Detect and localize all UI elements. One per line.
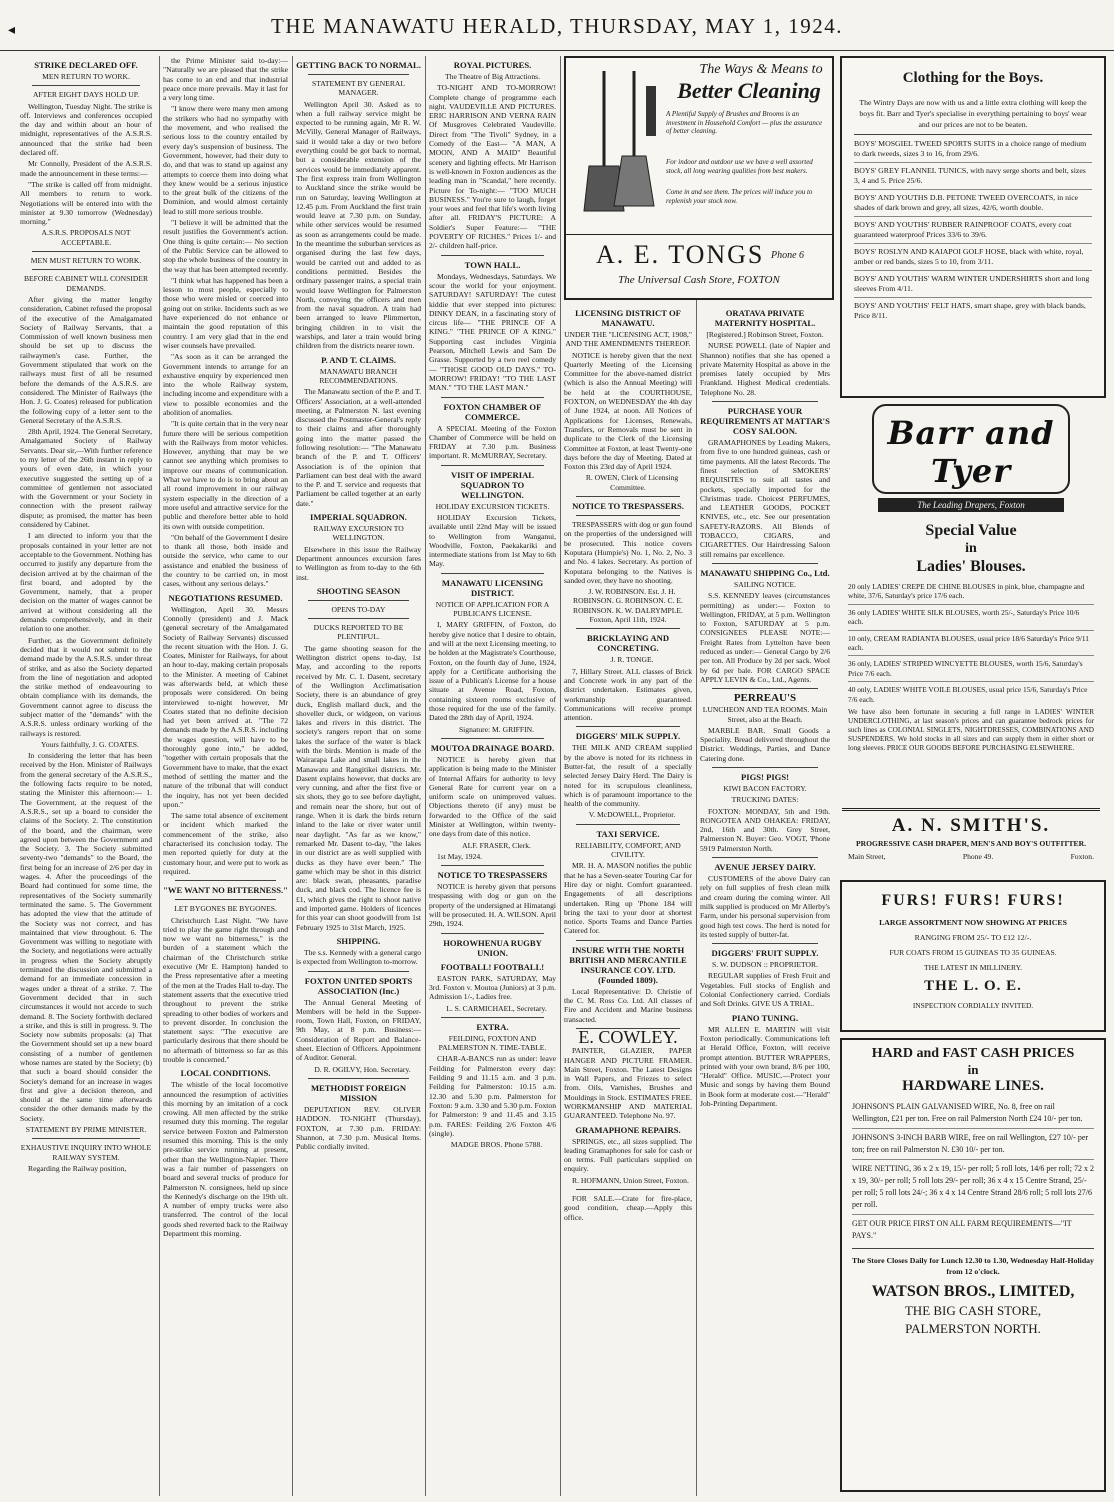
signature: L. S. CARMICHAEL, Secretary.: [446, 1003, 547, 1013]
article-text: A SPECIAL Meeting of the Foxton Chamber of Commerce will be held on FRIDAY at 7.30 p.m. Business important. R. McMURRAY, Secretary.: [429, 423, 556, 461]
advert-line: RANGING FROM 25/- TO £12 12/-.: [914, 933, 1032, 942]
barr-tyer-logo: [842, 404, 1100, 514]
list-item: JOHNSON'S PLAIN GALVANISED WIRE, No. 8, free on rail Wellington, £21 per ton. Free on rail Palmerston North £24 10/- per ton.: [852, 1102, 1083, 1123]
column-4: [429, 56, 556, 1496]
advert-blurb: For indoor and outdoor use we have a well assorted stock, all long wearing qualities from best makers.: [666, 158, 813, 175]
smith-advert: [842, 808, 1100, 871]
article-text: TRESPASSERS with dog or gun found on the properties of the undersigned will be prosecuted. This notice covers Koputara (Humpie's) No. 1, No. 2, No. 3 and No. 4 lakes. Secretary. As portion of Koputara belonging to the Natives is sanded over, they have no shooting.: [564, 520, 692, 585]
headline: TOWN HALL.: [464, 259, 521, 270]
advert-address: Main Street,: [848, 852, 886, 861]
list-item: 36 only LADIES' WHITE SILK BLOUSES, worth 25/-, Saturday's Price 10/6 each.: [848, 607, 1080, 627]
list-item: 10 only, CREAM RADIANTA BLOUSES, usual price 18/6 Saturday's Price 9/11 each.: [848, 633, 1089, 653]
advert-tagline: PROGRESSIVE CASH DRAPER, MEN'S AND BOY'S OUTFITTER.: [856, 839, 1086, 848]
column-2: [163, 56, 288, 1496]
article-text: THE MILK AND CREAM supplied by the above is noted for its richness in Butter-fat, the result of a specially selected Jersey Dairy Herd. The Dairy is noted for its scrupulous cleanliness, which is of paramount importance to the health of the community.: [564, 743, 692, 809]
headline: P. AND T. CLAIMS.: [321, 354, 396, 365]
article-text: Local Representative: D. Christie of the C. M. Ross Co. Ltd. All classes of Fire and Accident and Marine business transacted.: [564, 986, 692, 1024]
masthead: [0, 0, 1114, 51]
list-item: BOYS' AND YOUTHS' RUBBER RAINPROOF COATS, every coat guaranteed waterproof Prices 33/6 to 39/6.: [854, 220, 1072, 239]
list-item: BOYS' AND YOUTHS' FELT HATS, smart shape, grey with black bands, Price 8/11.: [854, 301, 1086, 320]
subhead: DUCKS REPORTED TO BE PLENTIFUL.: [313, 623, 404, 642]
hardware-items-list: [852, 1101, 1094, 1242]
headline: ORATAVA PRIVATE MATERNITY HOSPITAL.: [714, 308, 816, 328]
list-item: 40 only, LADIES' WHITE VOILE BLOUSES, usual price 15/6, Saturday's Price 7/6 each.: [848, 685, 1088, 704]
signature: Yours faithfully, J. G. COATES.: [41, 739, 139, 749]
article-text: Wellington, Tuesday Night. The strike is off. Interviews and conferences occupied the day and within about an hour of midnight, representatives of the A.S.R.S. announced that the strike had been declared off.: [20, 101, 152, 158]
article-text: DEPUTATION REV. OLIVER HADDON. TO-NIGHT (Thursday), FOXTON, at 7.30 p.m. FRIDAY: Shannon, at 7.30 p.m. Musical Items. Public cordially invited.: [296, 1104, 421, 1152]
signature: V. McDOWELL, Proprietor.: [588, 810, 676, 820]
article-text: Regarding the Railway position,: [28, 1163, 127, 1173]
signature: Signature: M. GRIFFIN.: [458, 724, 535, 734]
article-text: PAINTER, GLAZIER, PAPER HANGER AND PICTURE FRAMER. Main Street, Foxton. The Latest Designs in Wall Papers, and Friezes to select from. Oils, Varnishes, Brushes and Mouldings in Stock. ESTIMATES FREE. WORKMANSHIP AND MATERIAL GUARANTEED. Telephone No. 97.: [564, 1046, 692, 1121]
list-item: BOYS' GREY FLANNEL TUNICS, with navy serge shorts and belt, sizes 3, 4 and 5. Price 25/6.: [854, 166, 1086, 185]
list-item: BOYS' MOSGIEL TWEED SPORTS SUITS in a choice range of medium to dark tweeds, sizes 3 to 16, from 29/6.: [854, 139, 1087, 158]
subhead: OPENS TO-DAY: [331, 604, 386, 614]
advert-phone: Phone 6: [771, 250, 805, 261]
list-item: 36 only, LADIES' STRIPED WINCYETTE BLOUSES, worth 15/6, Saturday's Price 7/6 each.: [848, 659, 1083, 678]
signature: MADGE BROS. Phone 5788.: [450, 1140, 543, 1150]
article-text: FOXTON: MONDAY, 5th and 19th. RONGOTEA AND OHAKEA: FRIDAY, 2nd, 16th and 30th. Grey Street, Palmerston N. Buyer: Geo. VOGT, 'Phone 5919 Palmerston North.: [700, 806, 830, 853]
boys-clothing-advert: [840, 56, 1106, 398]
hardware-advert: [840, 1038, 1106, 1492]
article-text: "On behalf of the Government I desire to thank all those, both inside and outside the service, who came to our assistance and enabled the business of the country to be carried on, in most cases, without any serious delays.": [163, 532, 288, 589]
subhead: UNDER THE "LICENSING ACT, 1908," AND THE AMENDMENTS THEREOF.: [564, 330, 692, 349]
article-text: I am directed to inform you that the proposals contained in your letter are not acceptable to the Government. Nothing has occurred to justify any departure from the decision arrived at by the chairman of the first board, and adopted by the Government, namely, that a proper decision on the matter of wages cannot be arrived at without considering all the demands comprehensively, and in their relation to one another.: [20, 531, 152, 634]
headline: NEGOTIATIONS RESUMED.: [168, 592, 283, 603]
article-text: Mr Connolly, President of the A.S.R.S. made the announcement in these terms:—: [20, 159, 152, 178]
advert-title: FURS! FURS! FURS!: [881, 892, 1065, 909]
advert-intro: The Wintry Days are now with us and a little extra clothing will keep the boys fit. Barr and Tyer's specialise in everything pertaining to boys' wear and our prices are not to be beaten.: [859, 98, 1087, 129]
article-text: "I think what has happened has been a lesson to most people, especially to those who were misled or coerced into going out on strike. Incidents such as we have experienced do not enhance or maintain the good reputation of this country. I am very glad that in the end wiser counsels have prevailed.: [163, 275, 288, 350]
advert-line: INSPECTION CORDIALLY INVITED.: [912, 1001, 1034, 1010]
column-rule: [425, 56, 426, 1496]
logo-wordmark: Barr and Tyer: [872, 404, 1070, 494]
subhead: HOLIDAY EXCURSION TICKETS.: [435, 501, 550, 511]
advert-title: Ladies' Blouses.: [916, 558, 1026, 575]
column-5: [564, 304, 692, 1496]
list-item: JOHNSON'S 3-INCH BARB WIRE, free on rail Wellington, £27 10/- per ton; free on rail Palmerston N. £30 10/- per ton.: [852, 1133, 1089, 1154]
headline: VISIT OF IMPERIAL SQUADRON TO WELLINGTON.: [450, 469, 535, 500]
column-rule: [159, 56, 160, 1496]
headline: FOOTBALL! FOOTBALL!: [440, 961, 545, 972]
headline: AVENUE JERSEY DAIRY.: [714, 862, 816, 873]
article-text: 7, Hillary Street. ALL classes of Brick and Concrete work in any part of the district undertaken. Estimates given, workmanship guaranteed. Communications will receive prompt attention.: [564, 666, 692, 723]
article-text: CUSTOMERS of the above Dairy can rely on full supplies of fresh clean milk and cream during the coming winter. All milk supplied is produced on Mr Allerby's Farm, under his personal supervision from good high test cows. The herd is noted for its tested supply of butter-fat.: [700, 874, 830, 939]
subhead: KIWI BACON FACTORY.: [723, 783, 807, 793]
advert-hours: The Store Closes Daily for Lunch 12.30 to 1.30, Wednesday Half-Holiday from 12 o'clock.: [852, 1256, 1094, 1276]
subhead: LET BYGONES BE BYGONES.: [174, 904, 277, 914]
advert-line: LARGE ASSORTMENT NOW SHOWING AT PRICES: [879, 918, 1067, 927]
article-text: the Prime Minister said to-day:— "Naturally we are pleased that the strike has come to an end and that industrial peace once more prevails. May it last for a very long time.: [163, 56, 288, 103]
blouses-advert: [842, 522, 1100, 802]
list-item: BOYS' ROSLYN AND KAIAPOI GOLF HOSE, black with white, royal, amber or red bands, sizes 5 to 10, from 3/11.: [854, 247, 1084, 266]
signature: J. R. TONGE.: [610, 655, 654, 665]
article-text: Wellington, April 30. Messrs Connolly (president) and J. Mack (general secretary of the Amalgamated Society of Railway Servants) discussed the recent situation with the Hon. J. G. Coates, Minister for Railways, for about an hour to-day, making certain proposals to the Minister. A meeting of Cabinet was afterwards held, at which these proposals were considered. On being interviewed to-night however, Mr Coates stated that no definite decision had yet been arrived at. "The 72 demands made by the A.S.R.S. including the wages question, will have to be thoroughly gone into," he added, "together with certain proposals that the Government have to make, that the exact method of settling the matter and the nature of the tribunal that will conduct the inquiry, has not yet been decided upon.": [163, 604, 288, 809]
blouse-items-list: [848, 582, 1094, 704]
article-text: Elsewhere in this issue the Railway Department announces excursion fares to Wellington as from to-day to the 6th inst.: [296, 544, 421, 582]
headline: NOTICE TO TRESPASSERS: [437, 870, 548, 881]
headline: METHODIST FOREIGN MISSION: [310, 1082, 407, 1103]
subhead: SAILING NOTICE.: [733, 579, 796, 589]
signature: J. W. ROBINSON. Est. J. H. ROBINSON. G. ROBINSON. C. E. ROBINSON. K. W. DALRYMPLE. Foxton, April 11th, 1924.: [573, 587, 683, 625]
headline: PIGS! PIGS!: [741, 771, 789, 782]
article-text: The same total absence of excitement or incident which marked the commencement of the strike, also characterised its conclusion today. The men reported quietly for duty at the customary hour, and were put to work as required.: [163, 811, 288, 876]
signature: ALF. FRASER, Clerk.: [462, 840, 531, 850]
advert-town: PALMERSTON NORTH.: [905, 1321, 1041, 1336]
advert-phone: Phone 49.: [962, 852, 994, 861]
article-text: Christchurch Last Night. "We have tried to play the game right through and now we want no bitterness," is the burden of a statement which the chairman of the Christchurch strike executive (Mr E. Hampton) handed to the Press representative after a meeting of the men at the Trades Hall to-day. The statement asserts that the executive tried throughout to prevent the strike spreading to other bodies of workers and to prevent disorder. In conclusion the statement says: "The executive are particularly desirous that there should be no aftermath of bitterness so far as this trouble is concerned.": [163, 915, 288, 1064]
article-text: In considering the letter that has been received by the Hon. Minister of Railways from the general secretary of the A.S.R.S., the following facts require to be noted, stating the Minister this afternoon:— 1. The Government, at the request of the A.S.R.S., set up a board to consider the claims of the Society. 2. The constitution of the board, and the chairman, were agreed upon between the Government and the Society. 3. The Society submitted seventy-two "demands" to the Board, the first being for an increase of 2/6 per day in wages. 4. After the proceedings of the Board had continued for some time, the representatives of the Society summarily terminated the same. 5. The Government has adopted the view that the attitude of the Society was not correct, and has maintained that view throughout. 6. The Government was willing to negotiate with the Society, and negotiations were actually in progress when the Society abruptly terminated the discussion and submitted a demand for an immediate concession in wages under a threat of a strike. 7. The Government decided that in such circumstances it would not accede to such demand. 8. The Society forthwith declared a strike, and this is still in progress. 9. The Society now submits proposals: (a) That the Government should set up a new board consisting of a number of gentlemen whose names are stated by the Society; (b) that such a board should consider the Society's demand for an increase in wages first and give a decision thereon, and should at the same time afterwards consider the other demands made by the Society.: [20, 751, 152, 1123]
subhead: LUNCHEON AND TEA ROOMS. Main Street, also at the Beach.: [702, 705, 828, 724]
advert-store-name: A. E. TONGS: [596, 240, 765, 269]
advert-town: Foxton.: [1070, 852, 1094, 861]
broom-icon: [574, 66, 664, 216]
date-line: 1st May, 1924.: [437, 851, 483, 861]
headline: IMPERIAL SQUADRON.: [310, 512, 407, 523]
advert-title: HARDWARE LINES.: [902, 1078, 1044, 1094]
article-text: The whistle of the local locomotive announced the resumption of activities this morning by an imitation of a cock crowing. All men affected by the strike resumed duty this morning. The regular service between Foxton and Palmerston resumed this morning. This is the only pre-strike service running at present, other than the Wellington-Napier. There was a fair number of passengers on board and several trucks of produce for Palmerston N. consignees, held up since the Kennedy's discharge on the 19th ult. A number of empty trucks were also transferred. The control of the local goods shed reverted back to the Railway Department this morning.: [163, 1080, 288, 1239]
headline: MOUTOA DRAINAGE BOARD.: [430, 742, 555, 753]
advert-blurb: Come in and see them. The prices will induce you to replenish your stock now.: [666, 188, 813, 205]
headline: HOROWHENUA RUGBY UNION.: [443, 937, 542, 958]
signature: R. HOFMANN, Union Street, Foxton.: [572, 1175, 689, 1185]
headline: GRAMAPHONE REPAIRS.: [575, 1124, 681, 1135]
headline: SHOOTING SEASON: [316, 585, 401, 596]
subhead: STATEMENT BY GENERAL MANAGER.: [311, 79, 406, 98]
article-text: The Manawatu section of the P. and T. Officers' Association, at a well-attended meeting, at Palmerston N. last evening discussed the Postmaster-General's reply to their claims and after thoroughly going into the matter passed the following resolution:— "The Manawatu branch of the P. and T. Officers' Association is of the opinion that Parliament can best deal with the award to the P. and T. service and requests that Parliament be called together at an early date.": [296, 387, 421, 508]
column-6: [700, 304, 830, 1496]
subhead: The Theatre of Big Attractions.: [445, 72, 540, 81]
article-text: I, MARY GRIFFIN, of Foxton, do hereby give notice that I desire to obtain, and will at the next Licensing meeting, to be holden at the Magistrate's Courthouse, Foxton, on the fourth day of June, 1924, apply for a Certificate authorising the issue of a Publican's License for a house situate at Avenue Road, Foxton, containing sixteen rooms exclusive of those required for the use of the family. Dated the 28th day of April, 1924.: [429, 620, 556, 723]
article-text: CHAR-A-BANCS run as under: leave Feilding for Palmerston every day: Feilding 9 and 11.15 a.m. and 3 p.m. Feilding for Palmerston: 10.15 a.m. 12.30 and 5.30 p.m. Palmerston for Foxton: 9 a.m. 3.30 and 5.30 p.m. Foxton for Palmerston: 9 and 11.45 and 3.15 p.m. FARES: Feilding 2/6 Foxton 4/6 (single).: [429, 1054, 556, 1138]
advert-store-address: The Universal Cash Store, FOXTON: [618, 274, 780, 286]
subhead: STATEMENT BY PRIME MINISTER.: [25, 1125, 147, 1135]
article-text: SPRINGS, etc., all sizes supplied. The leading Gramaphones for sale for cash or on terms. Full particulars supplied on enquiry.: [564, 1136, 692, 1174]
headline: TAXI SERVICE.: [596, 828, 660, 839]
headline: "WE WANT NO BITTERNESS.": [163, 885, 288, 896]
article-text: "I know there were many men among the strikers who had no sympathy with the movement, and who realised the serious loss to the country entailed by every day's suspension of business. The Government, however, had their duty to do, and that was to stand up against any attempts to coerce them into doing what they knew would be a serious injustice to the great bulk of the citizens of the Dominion, and would almost certainly lead to still more serious trouble.: [163, 104, 288, 216]
article-text: FOR SALE.—Crate for fire-place, good condition, cheap.—Apply this office.: [564, 1194, 692, 1222]
subhead: [Registered.] Robinson Street, Foxton.: [706, 330, 824, 339]
list-item: GET OUR PRICE FIRST ON ALL FARM REQUIREMENTS—"IT PAYS.": [852, 1219, 1072, 1240]
headline: MANAWATU SHIPPING Co., Ltd.: [700, 567, 830, 578]
headline: NOTICE TO TRESPASSERS.: [572, 501, 684, 512]
column-rule: [292, 56, 293, 1496]
advert-headline: Better Cleaning: [677, 78, 821, 103]
article-text: NOTICE is hereby given that persons trespassing with dog or gun on the property of the undersigned at Himatangi will be prosecuted. H. A. WILSON. April 29th, 1924.: [429, 882, 556, 929]
headline: EXTRA.: [476, 1021, 509, 1032]
article-text: NURSE POWELL (late of Napier and Shannon) notifies that she has opened a private Maternity Hospital as above in the premises lately occupied by Mrs Frankland. Highest Medical credentials. Telephone No. 28.: [700, 341, 830, 397]
headline: MANAWATU LICENSING DISTRICT.: [441, 577, 544, 598]
advert-line: THE LATEST IN MILLINERY.: [923, 963, 1022, 972]
article-text: After giving the matter lengthy consideration, Cabinet refused the proposal of the executive of the Amalgamated Society of Railway Servants, that a Commission of well known business men should be set up to discuss the railwaymen's case. Further, the Government stipulated that work on the railways must first of all be resumed before the demands of the A.S.R.S. are considered. The Minister of Railways (the Hon. J. G. Coates) released for publication the following copy of a letter sent to the General Secretary of the A.S.R.S.: [20, 294, 152, 425]
advert-headline: The Ways & Means to: [699, 62, 823, 77]
article-text: EASTON PARK, SATURDAY, May 3rd. Foxton v. Moutoa (Juniors) at 3 p.m. Admission 1/-, Ladies free.: [429, 973, 556, 1002]
article-text: Wellington April 30. Asked as to when a full railway service might be expected to be running again, Mr R. W. McVilly, General Manager of Railways, said it would take a day or two before everything could be got back to normal, but a considerable extension of the services would be immediately apparent. The first express train from Wellington to Auckland since the strike would be run on Saturday, leaving Wellington at 12.45 p.m. From Auckland the first train would leave at 7.30 p.m. on Sunday, while other services would be resumed as soon as arrangements could be made. In the meantime the suburban services as organised during the last few days, would be carried out and added to as conditions permitted. Besides the ordinary passenger trains, a special train would leave Wellington for Palmerston North, conveying the officers and men from the naval squadron. A train had been arranged to leave Plimmerton, bringing children in to visit the warships, and later a train would bring children from the districts nearer town.: [296, 99, 421, 351]
headline: PERREAU'S: [733, 692, 797, 705]
subhead: TRUCKING DATES:: [731, 795, 799, 805]
signature: R. OWEN, Clerk of Licensing Committee.: [585, 473, 679, 492]
advert-title: Special Value: [925, 522, 1017, 539]
advert-body: We have also been fortunate in securing a full range in LADIES' WINTER UNDERCLOTHING, at last season's prices and can guarantee bedrock prices for such lines as COLONIAL SINGLETS, NIGHTDRESSES, COMBINATIONS AND SUSPENDERS. We hold stocks in all sizes and can supply them in either short or long sleeves. PRICE OUR GOODS BEFORE PURCHASING ELSEWHERE.: [848, 708, 1094, 753]
list-item: WIRE NETTING, 36 x 2 x 19, 15/- per roll; 5 roll lots, 14/6 per roll; 72 x 2 x 19, 30/- per roll; 5 roll lots 29/- per roll; 36 x 4 x 15 Centre Strand, 25/- per roll; 5 roll lots 24/-; 36 x 4 x 14 Centre Strand 28/6 roll; 5 roll lots 27/6 per roll.: [852, 1164, 1094, 1209]
tongs-advert: [564, 56, 834, 300]
advert-title: in: [967, 1062, 979, 1077]
article-text: The Annual General Meeting of Members will be held in the Supper-room, Town Hall, Foxton, on FRIDAY, 9th May, at 8 p.m. Business:— Consideration of Report and Balance-sheet. Election of Officers. Appointment of Auditor. General.: [296, 997, 421, 1063]
article-text: "The strike is called off from midnight. All members to return to work. Negotiations will be entered into with the minister at 9.30 tomorrow (Wednesday) morning.": [20, 179, 152, 227]
corner-mark-icon: ◂: [8, 23, 16, 38]
subhead: RAILWAY EXCURSION TO WELLINGTON.: [313, 524, 404, 543]
article-text: MR. H. A. MASON notifies the public that he has a Seven-seater Touring Car for Hire day or night. Comfort guaranteed. Engagements of all descriptions undertaken. Ring up 'Phone 184 will bring the taxi to your door at shortest notice. Sports Teams and Dance Parties Catered for.: [564, 861, 692, 936]
list-item: 20 only LADIES' CREPE DE CHINE BLOUSES in pink, blue, champagne and white, 37/6, Saturday's price 17/6 each.: [848, 582, 1085, 601]
list-item: BOYS' AND YOUTHS' WARM WINTER UNDERSHIRTS short and long sleeves From 4/11.: [854, 274, 1090, 293]
subhead: MEN RETURN TO WORK.: [42, 72, 130, 81]
article-text: The s.s. Kennedy with a general cargo is expected from Wellington to-morrow.: [296, 947, 421, 967]
boys-items-list: [854, 139, 1092, 321]
subhead: MANAWATU BRANCH RECOMMENDATIONS.: [319, 366, 398, 385]
subhead: AFTER EIGHT DAYS HOLD UP.: [32, 90, 140, 100]
article-text: Mondays, Wednesdays, Saturdays. We scour the world for your enjoyment. SATURDAY! SATURDAY! The cutest kiddie that ever stepped into pictures: DINKY DEAN, in a fascinating story of circus life— "THE PRINCE OF A KING." "THE PRINCE OF A KING." Supporting cast includes Virginia Pearson, Mitchell Lewis and Sam De Grasse. Supported by a two reel comedy— "THOSE GOOD OLD DAYS." TO-MORROW! FRIDAY! "TO THE LAST MAN." "TO THE LAST MAN.": [429, 271, 556, 393]
article-text: 28th April, 1924. The General Secretary, Amalgamated Society of Railway Servants. Dear sir,—With further reference to my letter of the 26th instant in reply to yours of even date, in which your executive suggested the setting up of a committee of gentlemen not associated with the Government or your Society in connection with the present railway dispute; as promised, the matter has been considered by Cabinet.: [20, 427, 152, 530]
subhead: FEILDING, FOXTON AND PALMERSTON N. TIME-TABLE.: [438, 1033, 547, 1053]
advert-tagline: THE BIG CASH STORE,: [904, 1303, 1042, 1318]
headline: INSURE WITH THE NORTH BRITISH AND MERCANTILE INSURANCE COY. LTD. (Founded 1809).: [569, 944, 687, 985]
headline: LICENSING DISTRICT OF MANAWATU.: [575, 308, 681, 328]
advert-title: in: [965, 541, 977, 556]
subhead: S. W. DUDSON :: PROPRIETOR.: [712, 960, 818, 970]
signature: D. R. OGILVY, Hon. Secretary.: [314, 1064, 411, 1074]
article-text: REGULAR supplies of Fresh Fruit and Vegetables. Full stocks of English and Colonial Confectionery carried. Cordials and Soft Drinks. GIVE US A TRIAL.: [700, 971, 830, 1009]
subhead: EXHAUSTIVE INQUIRY INTO WHOLE RAILWAY SYSTEM.: [20, 1143, 152, 1162]
advert-line: FUR COATS FROM 15 GUINEAS TO 35 GUINEAS.: [889, 948, 1057, 957]
headline: LOCAL CONDITIONS.: [180, 1068, 271, 1079]
furs-advert: [840, 880, 1106, 1032]
column-3: [296, 56, 421, 1496]
advert-name: WATSON BROS., LIMITED,: [871, 1283, 1075, 1300]
article-text: NOTICE is hereby given that application is being made to the Minister of Internal Affairs for authority to levy General Rate for current year on a uniform scale on unimproved values. Objections thereto (if any) must be forwarded to the Office of the said Minister at Wellington, within twenty-one days from date of this notice.: [429, 754, 556, 839]
column-1: [20, 56, 152, 1496]
advert-name: A. N. SMITH'S.: [891, 815, 1051, 836]
advert-name: E. COWLEY.: [578, 1026, 678, 1047]
headline: PIANO TUNING.: [731, 1012, 799, 1023]
column-rule: [560, 56, 561, 1496]
article-text: The game shooting season for the Wellington district opens to-day, 1st May, and according to the reports received by Mr. C. I. Dasent, secretary of the Wellington Acclimatisation Society, there is an abundance of grey duck, English mallard duck, and the shoveller duck, or widgeon, on various lakes and rivers in this district. The society's rangers report that on some lakes the surface of the water is black with the birds. Mention is made of the Wairarapa Lake and small lakes in the Manawatu and Rangitikei districts. Mr. Dasent explains however, that ducks are very cunning, and after the first five or six shots, they go to see before daylight, and remain near the shore, but out of range. When it is dark the birds return inland to the lake or river water until near daylight. "As far as we know," remarked Mr. Dasent to-day, "the lakes in our district are as well supplied with ducks as they have ever been." The game which may be shot in this district are: black swan, pheasants, paradise duck, and black cod. The licence fee is £1, which gives the right to shoot native and imported game. Holders of licences for this year can shoot goodwill from 1st February 1925 to 31st March, 1925.: [296, 643, 421, 932]
headline: FOXTON CHAMBER OF COMMERCE.: [443, 401, 542, 422]
subhead: MEN MUST RETURN TO WORK.: [30, 256, 142, 266]
article-text: S.S. KENNEDY leaves (circumstances permitting) as under:— Foxton to Wellington, FRIDAY, at 5 p.m. Wellington to Foxton, SATURDAY at 5 p.m. CONSIGNEES PLEASE NOTE:— Freight Rates from Lyttelton have been reduced as under:— General Cargo by 2/6 per ton. All Produce by 2d per sack. Wool by 6d per bale. FOR CARGO SPACE APPLY LEVIN & Co., Ltd., Agents.: [700, 591, 830, 684]
article-text: "It is quite certain that in the very near future there will be serious competition with the Railways from motor vehicles. However, anything that may be we cannot see anything which promises to improve our means of communication. What we have to do is to bring about an all round improvement in our railway system especially in the direction of a more useful and attractive service for the public and therefore better able to hold its own with outside competition.: [163, 419, 288, 531]
article-text: NOTICE is hereby given that the next Quarterly Meeting of the Licensing Committee for the above-named district (which is also the Annual Meeting) will be held at the COURTHOUSE, FOXTON, on WEDNESDAY the 4th day of June 1924, at noon. All Notices of Applications for Licenses, Renewals, Transfers, or Removals must be sent in duplicate to the Clerk of the Licensing Committee at Foxton, at least Twenty-one days before the day of Meeting. Dated at Foxton this 23rd day of April 1924.: [564, 350, 692, 472]
article-text: "I believe it will be admitted that the result justifies the Government's action. One thing is quite certain:— No section of the Public Service can be allowed to stop the whole business of the country in the way that has been attempted recently.: [163, 218, 288, 274]
advert-title: HARD and FAST CASH PRICES: [871, 1046, 1075, 1061]
headline: SHIPPING.: [336, 935, 381, 946]
logo-tagline: The Leading Drapers, Foxton: [878, 498, 1064, 512]
advert-blurb: A Plentiful Supply of Brushes and Brooms is an investment in Household Comfort — plus the assurance of better cleaning.: [666, 110, 823, 135]
advert-name: THE L. O. E.: [924, 978, 1022, 994]
subhead: NOTICE OF APPLICATION FOR A PUBLICAN'S LICENSE.: [435, 599, 550, 619]
headline: PURCHASE YOUR REQUIREMENTS AT MATTAR'S COSY SALOON.: [700, 406, 830, 437]
headline: FOXTON UNITED SPORTS ASSOCIATION (Inc.): [304, 975, 413, 996]
headline: ROYAL PICTURES.: [453, 60, 532, 70]
headline: GETTING BACK TO NORMAL.: [296, 60, 421, 70]
newspaper-title: THE MANAWATU HERALD, THURSDAY, MAY 1, 1924.: [271, 14, 843, 38]
advert-title: Clothing for the Boys.: [902, 70, 1044, 86]
article-text: Further, as the Government definitely decided that it would not submit to the demand made by the A.S.R.S. under threat of strike, and as also the Society departed from the line of negotiation and adopted the strike method of endeavouring to obtain compliance with its demands, the Government cannot agree to discuss the subject matter of the "demands" with the A.S.R.S. unless ordinary working of the railways is restored.: [20, 635, 152, 738]
list-item: BOYS' AND YOUTHS D.B. PETONE TWEED OVERCOATS, in nice shades of dark brown and grey, all sizes, 42/6, worth double.: [854, 193, 1079, 212]
headline: STRIKE DECLARED OFF.: [34, 60, 138, 70]
subhead: A.S.R.S. PROPOSALS NOT ACCEPTABLE.: [41, 228, 131, 247]
subhead: RELIABILITY, COMFORT, AND CIVILITY.: [575, 840, 681, 860]
subhead: BEFORE CABINET WILL CONSIDER DEMANDS.: [23, 274, 149, 293]
article-text: MR ALLEN E. MARTIN will visit Foxton periodically. Communications left at Herald Office, Foxton, will receive prompt attention. BUTTER WRAPPERS, printed with your own brand, 8/6 per 100, "Herald" Office. MUSIC.—Protect your Music and songs by having them Bound in Book form at moderate cost.—"Herald" Job-Printing Department.: [700, 1024, 830, 1108]
article-text: "As soon as it can be arranged the Government intends to arrange for an exhaustive enquiry by experienced men into the whole Railway system, including income and expenditure with a view to possible economies and the abolition of anomalies.: [163, 352, 288, 417]
headline: DIGGERS' MILK SUPPLY.: [575, 731, 681, 742]
article-text: GRAMAPHONES by Leading Makers, from five to one hundred guineas, cash or time payments. All the latest Records. The finest selection of SMOKERS' REQUISITES to suit all tastes and pockets, specially imported for the Christmas trade. Choicest PERFUMES, and LEATHER GOODS, POCKET KNIVES, etc., etc. See our presentation SAFETY-RAZORS. All Blends of TOBACCO, CIGARS, and CIGARETTES. Our Hairdressing Saloon still remains par excellence.: [700, 438, 830, 559]
article-text: HOLIDAY Excursion Tickets, available until 22nd May will be issued to Wellington from Wanganui, Woodville, Foxton, Paekakariki and intermediate stations from 1st May to 6th May.: [429, 512, 556, 569]
headline: DIGGERS' FRUIT SUPPLY.: [711, 948, 819, 959]
article-text: TO-NIGHT AND TO-MORROW! Complete change of programme each night. VAUDEVILLE AND PICTURES. ERIC HARRISON AND VERNA RAIN Of Musgroves Celebrated Vaudeville. Direct from "The Tivoli" Sydney, in a Comedy of the East— "A MAN, A MOON, AND A MAID" Beautiful scenery and lighting effects. Mr Harrison is well-known in Foxton audiences as the leading man in "Scandal," here recently. Picture for To-night:— "TOO MUCH BUSINESS." You're sure to laugh, forget your woes and feel that life's worth living after all. FRIDAY'S PICTURE: A Soldier's Super Feature:— "THE POVERTY OF RICHES." Prices 1/- and 2/- children half-price.: [429, 83, 556, 251]
headline: BRICKLAYING AND CONCRETING.: [586, 633, 670, 654]
article-text: MARBLE BAR. Small Goods a Speciality. Bread delivered throughout the District. Weddings, Parties, and Dance Catering done.: [700, 725, 830, 763]
